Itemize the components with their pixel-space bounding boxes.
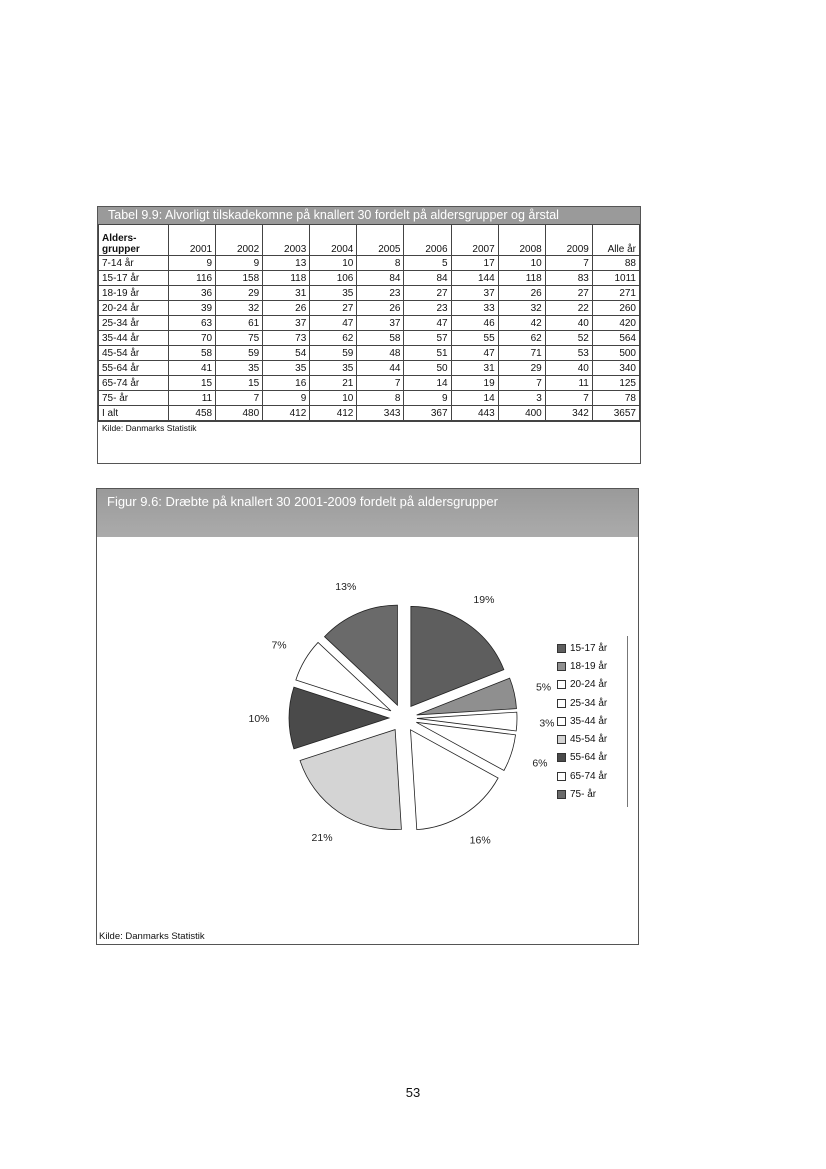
legend-item bbox=[557, 712, 627, 730]
table-cell: 7 bbox=[216, 391, 263, 406]
table-cell: 50 bbox=[404, 361, 451, 376]
table-cell: 10 bbox=[310, 256, 357, 271]
legend-item bbox=[557, 657, 627, 675]
header-2009: 2009 bbox=[545, 225, 592, 256]
table-cell: 32 bbox=[498, 301, 545, 316]
table-cell: 62 bbox=[498, 331, 545, 346]
table-cell: 35 bbox=[310, 361, 357, 376]
table-cell: 22 bbox=[545, 301, 592, 316]
table-cell: 1011 bbox=[592, 271, 639, 286]
table-cell: 17 bbox=[451, 256, 498, 271]
table-cell: 55 bbox=[451, 331, 498, 346]
table-cell: 10 bbox=[498, 256, 545, 271]
legend-swatch bbox=[557, 662, 566, 671]
table-cell: 412 bbox=[263, 406, 310, 421]
table-title: Tabel 9.9: Alvorligt tilskadekomne på knallert 30 fordelt på aldersgrupper og årstal bbox=[98, 207, 640, 224]
table-cell: 7 bbox=[357, 376, 404, 391]
pie-slice-label: 16% bbox=[469, 834, 491, 847]
header-2006: 2006 bbox=[404, 225, 451, 256]
legend-item bbox=[557, 730, 627, 748]
table-row bbox=[99, 301, 640, 316]
table-cell: 73 bbox=[263, 331, 310, 346]
table-cell: 84 bbox=[357, 271, 404, 286]
table-cell: 15 bbox=[216, 376, 263, 391]
table-cell: 14 bbox=[404, 376, 451, 391]
table-cell: 29 bbox=[216, 286, 263, 301]
table-cell: 26 bbox=[357, 301, 404, 316]
table-cell: 63 bbox=[169, 316, 216, 331]
table-cell: 83 bbox=[545, 271, 592, 286]
table-cell: 70 bbox=[169, 331, 216, 346]
table-cell: 31 bbox=[451, 361, 498, 376]
table-row bbox=[99, 406, 640, 421]
table-cell: 458 bbox=[169, 406, 216, 421]
table-cell: 7 bbox=[545, 391, 592, 406]
table-row bbox=[99, 346, 640, 361]
legend-swatch bbox=[557, 680, 566, 689]
table-cell: 37 bbox=[263, 316, 310, 331]
pie-slice-label: 6% bbox=[532, 757, 548, 770]
table-cell: 35 bbox=[216, 361, 263, 376]
header-2007: 2007 bbox=[451, 225, 498, 256]
legend-label: 55-64 år bbox=[570, 752, 608, 764]
table-row bbox=[99, 271, 640, 286]
table-cell: 9 bbox=[169, 256, 216, 271]
legend-item bbox=[557, 749, 627, 767]
table-cell: 27 bbox=[310, 301, 357, 316]
legend-swatch bbox=[557, 699, 566, 708]
legend-item bbox=[557, 639, 627, 657]
table-cell: 53 bbox=[545, 346, 592, 361]
table-cell: 29 bbox=[498, 361, 545, 376]
table-cell: 35 bbox=[263, 361, 310, 376]
table-cell: 412 bbox=[310, 406, 357, 421]
table-cell: 27 bbox=[545, 286, 592, 301]
legend-swatch bbox=[557, 735, 566, 744]
table-row bbox=[99, 256, 640, 271]
table-cell: 44 bbox=[357, 361, 404, 376]
data-table bbox=[98, 224, 640, 421]
table-cell: 271 bbox=[592, 286, 639, 301]
table-cell: 32 bbox=[216, 301, 263, 316]
row-label: 18-19 år bbox=[99, 286, 169, 301]
row-label: I alt bbox=[99, 406, 169, 421]
legend-item bbox=[557, 676, 627, 694]
table-cell: 13 bbox=[263, 256, 310, 271]
legend-item bbox=[557, 694, 627, 712]
page-number: 53 bbox=[405, 1085, 421, 1100]
header-2005: 2005 bbox=[357, 225, 404, 256]
legend-label: 18-19 år bbox=[570, 660, 608, 672]
figure-panel bbox=[96, 488, 639, 945]
header-all-years: Alle år bbox=[592, 225, 639, 256]
legend-swatch bbox=[557, 753, 566, 762]
legend-label: 65-74 år bbox=[570, 770, 608, 782]
table-cell: 47 bbox=[451, 346, 498, 361]
table-cell: 47 bbox=[404, 316, 451, 331]
legend-label: 75- år bbox=[570, 789, 597, 801]
table-row bbox=[99, 286, 640, 301]
table-cell: 59 bbox=[216, 346, 263, 361]
row-label: 35-44 år bbox=[99, 331, 169, 346]
row-label: 75- år bbox=[99, 391, 169, 406]
table-cell: 26 bbox=[263, 301, 310, 316]
legend-label: 20-24 år bbox=[570, 679, 608, 691]
pie-slice bbox=[300, 730, 401, 830]
table-cell: 3 bbox=[498, 391, 545, 406]
table-cell: 11 bbox=[545, 376, 592, 391]
header-2003: 2003 bbox=[263, 225, 310, 256]
table-cell: 46 bbox=[451, 316, 498, 331]
chart-legend bbox=[553, 636, 628, 807]
table-cell: 37 bbox=[451, 286, 498, 301]
table-cell: 47 bbox=[310, 316, 357, 331]
table-cell: 9 bbox=[263, 391, 310, 406]
table-cell: 26 bbox=[498, 286, 545, 301]
pie-slice-label: 13% bbox=[335, 580, 357, 593]
table-cell: 35 bbox=[310, 286, 357, 301]
table-cell: 61 bbox=[216, 316, 263, 331]
table-cell: 480 bbox=[216, 406, 263, 421]
table-row bbox=[99, 391, 640, 406]
row-label: 45-54 år bbox=[99, 346, 169, 361]
table-cell: 75 bbox=[216, 331, 263, 346]
table-cell: 88 bbox=[592, 256, 639, 271]
pie-slice-label: 10% bbox=[248, 713, 270, 725]
table-cell: 16 bbox=[263, 376, 310, 391]
legend-swatch bbox=[557, 790, 566, 799]
table-cell: 11 bbox=[169, 391, 216, 406]
legend-label: 25-34 år bbox=[570, 697, 608, 709]
table-cell: 9 bbox=[404, 391, 451, 406]
table-cell: 40 bbox=[545, 316, 592, 331]
table-cell: 367 bbox=[404, 406, 451, 421]
table-cell: 158 bbox=[216, 271, 263, 286]
table-cell: 58 bbox=[357, 331, 404, 346]
table-cell: 144 bbox=[451, 271, 498, 286]
table-cell: 7 bbox=[498, 376, 545, 391]
legend-swatch bbox=[557, 772, 566, 781]
table-cell: 116 bbox=[169, 271, 216, 286]
table-header-row bbox=[99, 225, 640, 256]
table-cell: 125 bbox=[592, 376, 639, 391]
pie-slice-label: 7% bbox=[271, 639, 287, 652]
table-cell: 19 bbox=[451, 376, 498, 391]
table-panel bbox=[97, 206, 641, 464]
table-cell: 260 bbox=[592, 301, 639, 316]
table-cell: 37 bbox=[357, 316, 404, 331]
table-cell: 5 bbox=[404, 256, 451, 271]
legend-swatch bbox=[557, 717, 566, 726]
table-cell: 51 bbox=[404, 346, 451, 361]
table-cell: 343 bbox=[357, 406, 404, 421]
table-cell: 36 bbox=[169, 286, 216, 301]
table-cell: 41 bbox=[169, 361, 216, 376]
pie-slice-label: 21% bbox=[311, 832, 333, 845]
row-label: 20-24 år bbox=[99, 301, 169, 316]
table-cell: 564 bbox=[592, 331, 639, 346]
figure-title: Figur 9.6: Dræbte på knallert 30 2001-2009 fordelt på aldersgrupper bbox=[97, 489, 638, 537]
table-source: Kilde: Danmarks Statistik bbox=[98, 421, 640, 434]
table-cell: 78 bbox=[592, 391, 639, 406]
table-cell: 23 bbox=[357, 286, 404, 301]
table-cell: 10 bbox=[310, 391, 357, 406]
row-label: 65-74 år bbox=[99, 376, 169, 391]
header-2004: 2004 bbox=[310, 225, 357, 256]
table-cell: 62 bbox=[310, 331, 357, 346]
table-cell: 39 bbox=[169, 301, 216, 316]
table-cell: 42 bbox=[498, 316, 545, 331]
table-cell: 420 bbox=[592, 316, 639, 331]
table-cell: 340 bbox=[592, 361, 639, 376]
table-row bbox=[99, 376, 640, 391]
legend-swatch bbox=[557, 644, 566, 653]
table-cell: 3657 bbox=[592, 406, 639, 421]
table-cell: 84 bbox=[404, 271, 451, 286]
table-cell: 7 bbox=[545, 256, 592, 271]
pie-slice-label: 3% bbox=[539, 717, 555, 730]
header-2001: 2001 bbox=[169, 225, 216, 256]
table-cell: 33 bbox=[451, 301, 498, 316]
table-cell: 21 bbox=[310, 376, 357, 391]
table-cell: 40 bbox=[545, 361, 592, 376]
table-cell: 500 bbox=[592, 346, 639, 361]
table-cell: 15 bbox=[169, 376, 216, 391]
table-cell: 52 bbox=[545, 331, 592, 346]
row-label: 25-34 år bbox=[99, 316, 169, 331]
table-cell: 342 bbox=[545, 406, 592, 421]
legend-label: 45-54 år bbox=[570, 734, 608, 746]
table-cell: 71 bbox=[498, 346, 545, 361]
table-cell: 9 bbox=[216, 256, 263, 271]
table-cell: 400 bbox=[498, 406, 545, 421]
legend-label: 35-44 år bbox=[570, 715, 608, 727]
table-cell: 57 bbox=[404, 331, 451, 346]
table-cell: 59 bbox=[310, 346, 357, 361]
pie-slice-label: 19% bbox=[473, 593, 495, 606]
table-cell: 8 bbox=[357, 391, 404, 406]
row-label: 55-64 år bbox=[99, 361, 169, 376]
legend-item bbox=[557, 767, 627, 785]
table-cell: 14 bbox=[451, 391, 498, 406]
header-2008: 2008 bbox=[498, 225, 545, 256]
table-cell: 106 bbox=[310, 271, 357, 286]
row-label: 7-14 år bbox=[99, 256, 169, 271]
table-cell: 27 bbox=[404, 286, 451, 301]
table-body bbox=[99, 256, 640, 421]
table-row bbox=[99, 316, 640, 331]
legend-item bbox=[557, 785, 627, 803]
table-cell: 58 bbox=[169, 346, 216, 361]
table-cell: 8 bbox=[357, 256, 404, 271]
table-cell: 23 bbox=[404, 301, 451, 316]
header-age-groups: Alders- grupper bbox=[99, 225, 169, 256]
table-row bbox=[99, 331, 640, 346]
table-cell: 54 bbox=[263, 346, 310, 361]
table-cell: 118 bbox=[263, 271, 310, 286]
table-cell: 31 bbox=[263, 286, 310, 301]
table-cell: 118 bbox=[498, 271, 545, 286]
table-cell: 443 bbox=[451, 406, 498, 421]
table-cell: 48 bbox=[357, 346, 404, 361]
table-row bbox=[99, 361, 640, 376]
figure-source: Kilde: Danmarks Statistik bbox=[99, 931, 205, 942]
pie-slice-label: 5% bbox=[535, 681, 552, 694]
row-label: 15-17 år bbox=[99, 271, 169, 286]
header-2002: 2002 bbox=[216, 225, 263, 256]
legend-label: 15-17 år bbox=[570, 642, 608, 654]
